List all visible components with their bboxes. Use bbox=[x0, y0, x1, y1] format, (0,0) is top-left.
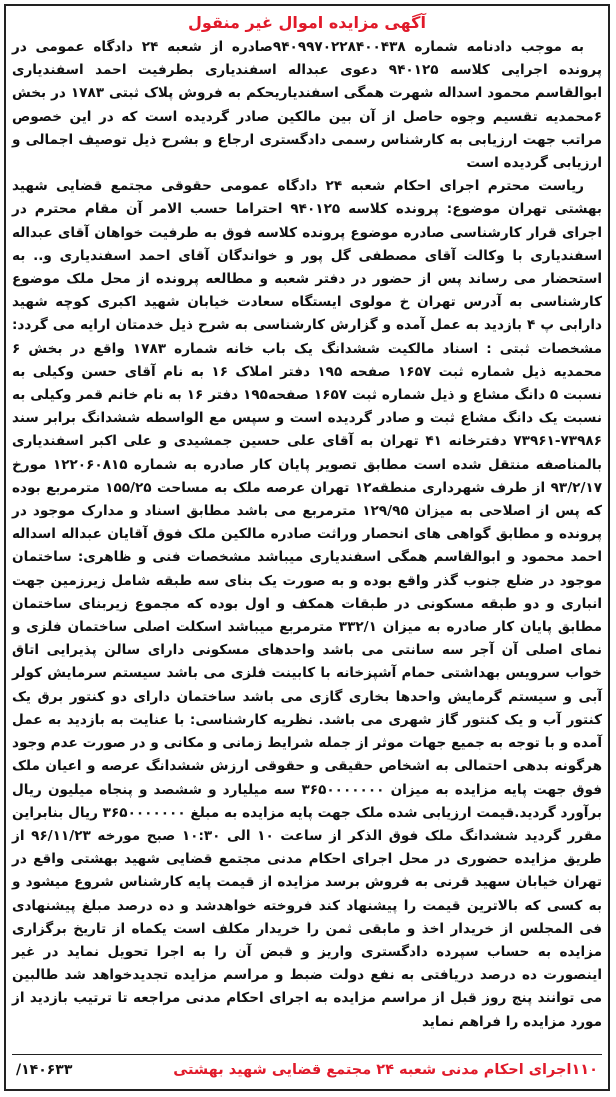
notice-paragraph-verdict: به موجب دادنامه شماره ۹۴۰۹۹۷۰۲۲۸۴۰۰۴۳۸صادره از شعبه ۲۴ دادگاه عمومی در پرونده اجرایی کلاسه ۹۴۰۱۲۵ دعوی عبداله اسفندیاری بطرفیت احمد اسفندیاری ابوالقاسم محمود اسداله شهرت همگی اسفندیاریحکم به فروش پلاک ثبتی ۱۷۸۳ در بخش ۶محمدیه تقسیم وجوه حاصل از آن بین مالکین صادر گردیده است که در این خصوص مراتب جهت ارزیابی به کارشناس رسمی دادگستری ارجاع و بشرح ذیل توصیف اجمالی و ارزیابی گردیده است bbox=[12, 39, 602, 172]
notice-body bbox=[12, 10, 602, 1085]
footer-court-name: ۱۱۰اجرای احکام مدنی شعبه ۲۴ مجتمع قضایی شهید بهشتی bbox=[173, 1062, 598, 1078]
notice-paragraph-expert-report: ریاست محترم اجرای احکام شعبه ۲۴ دادگاه عمومی حقوقی مجتمع قضایی شهید بهشتی تهران موضوع: پرونده کلاسه ۹۴۰۱۲۵ احتراما حسب الامر آن مقام محترم در اجرای قرار کارشناسی صادره موضوع پرونده کلاسه فوق به طرفیت خواهان آقای عبداله اسفندیاری با وکالت آقای مصطفی گل پور و خواندگان آقای احمد اسفندیاری و.. به استحضار می رساند پس از حضور در دفتر شعبه و مطالعه پرونده از محل ملک موضوع کارشناسی به آدرس تهران خ مولوی ایستگاه سعادت خیابان شهید اکبری کوچه شهید دارابی پ ۴ بازدید به عمل آمده و گزارش کارشناسی به شرح ذیل خدمتان ارایه می گردد: مشخصات ثبتی : اسناد مالکیت ششدانگ یک باب خانه شماره ۱۷۸۳ واقع در بخش ۶ محمدیه ذیل شماره ثبت ۱۶۵۷ صفحه ۱۹۵ دفتر املاک ۱۶ به نام آقای حسن وکیلی به نسبت ۵ دانگ مشاع و ذیل شماره ثبت ۱۶۵۷ صفحه۱۹۵ دفتر ۱۶ به نام خانم قمر وکیلی به نسبت یک دانگ مشاع ثبت و صادر گردیده است و سپس مع الواسطه ششدانگ برابر سند ۷۳۹۸۶-۷۳۹۶۱ دفترخانه ۴۱ تهران به آقای علی حسین جمشیدی و علی اکبر اسفندیاری بالمناصفه منتقل شده است مطابق تصویر پایان کار صادره به شماره ۱۲۲۰۶۰۸۱۵ مورخ ۹۳/۲/۱۷ از طرف شهرداری منطقه۱۲ تهران عرصه ملک به مساحت ۱۵۵/۲۵ مترمربع بوده که پس از اصلاحی به میزان ۱۲۹/۹۵ مترمربع می باشد مطابق اسناد و مدارک موجود در پرونده و مطابق گواهی های انحصار وراثت صادره مالکین ملک فوق آقایان عبداله اسداله احمد محمود و ابوالقاسم همگی اسفندیاری میباشد مشخصات فنی و ظاهری: ساختمان موجود در ضلع جنوب گذر واقع بوده و به صورت یک بنای سه طبقه شامل زیرزمین جهت انباری و دو طبقه مسکونی در طبقات همکف و اول بوده که مجموع زیربنای ساختمان مطابق پایان کار صادره به میزان ۳۳۲/۱ مترمربع میباشد اسکلت اصلی ساختمان فلزی و نمای اصلی آن آجر سه سانتی می باشد واحدهای مسکونی دارای سالن پذیرایی اتاق خواب سرویس بهداشتی حمام آشپزخانه با کابینت فلزی می باشد سیستم سرمایش کولر آبی و سیستم گرمایش واحدها بخاری گازی می باشد ساختمان دارای دو کنتور برق یک کنتور آب و یک کنتور گاز شهری می باشد. نظریه کارشناسی: با عنایت به بازدید به عمل آمده و با توجه به جمیع جهات موثر از جمله شرایط زمانی و مکانی و در صورت عدم وجود هرگونه بدهی احتمالی به اشخاص حقیقی و حقوقی ارزش ششدانگ عرصه و اعیان ملک فوق جهت پایه مزایده به میزان ۳۶۵۰۰۰۰۰۰۰ سه میلیارد و ششصد و پنجاه میلیون ریال برآورد گردید.قیمت ارزیابی شده ملک جهت پایه مزایده به مبلغ ۳۶۵۰۰۰۰۰۰۰ ریال بنابراین مقرر گردید ششدانگ ملک فوق الذکر از ساعت ۱۰ الی ۱۰:۳۰ صبح مورخه ۹۶/۱۱/۲۳ از طریق مزایده حضوری در محل اجرای احکام مدنی مجتمع قضایی شهید بهشتی واقع در تهران خیابان سهید قرنی به فروش برسد مزایده از قیمت پایه کارشناس شروع میشود و به کسی که بالاترین قیمت را پیشنهاد کند فروخته خواهدشد و ده درصد مبلغ پیشنهادی فی المجلس از خریدار اخذ و مابقی ثمن را خریدار مکلف است یکماه از تاریخ برگزاری مزایده به حساب سپرده دادگستری واریز و قبض آن را به اجرا تحویل نماید در غیر اینصورت ده درصد دریافتی به نفع دولت ضبط و مراسم مزایده تجدیدخواهد شد طالبین می توانند پنج روز قبل از مراسم مزایده به اجرای احکام مدنی مراجعه تا ترتیب بازدید از مورد مزایده را فراهم نماید bbox=[12, 178, 603, 1030]
notice-footer bbox=[12, 1054, 602, 1085]
notice-title: آگهی مزایده اموال غیر منقول bbox=[188, 13, 426, 32]
footer-notice-code: ۱۴۰۶۳۳/ bbox=[16, 1062, 73, 1078]
notice-frame bbox=[4, 4, 610, 1091]
